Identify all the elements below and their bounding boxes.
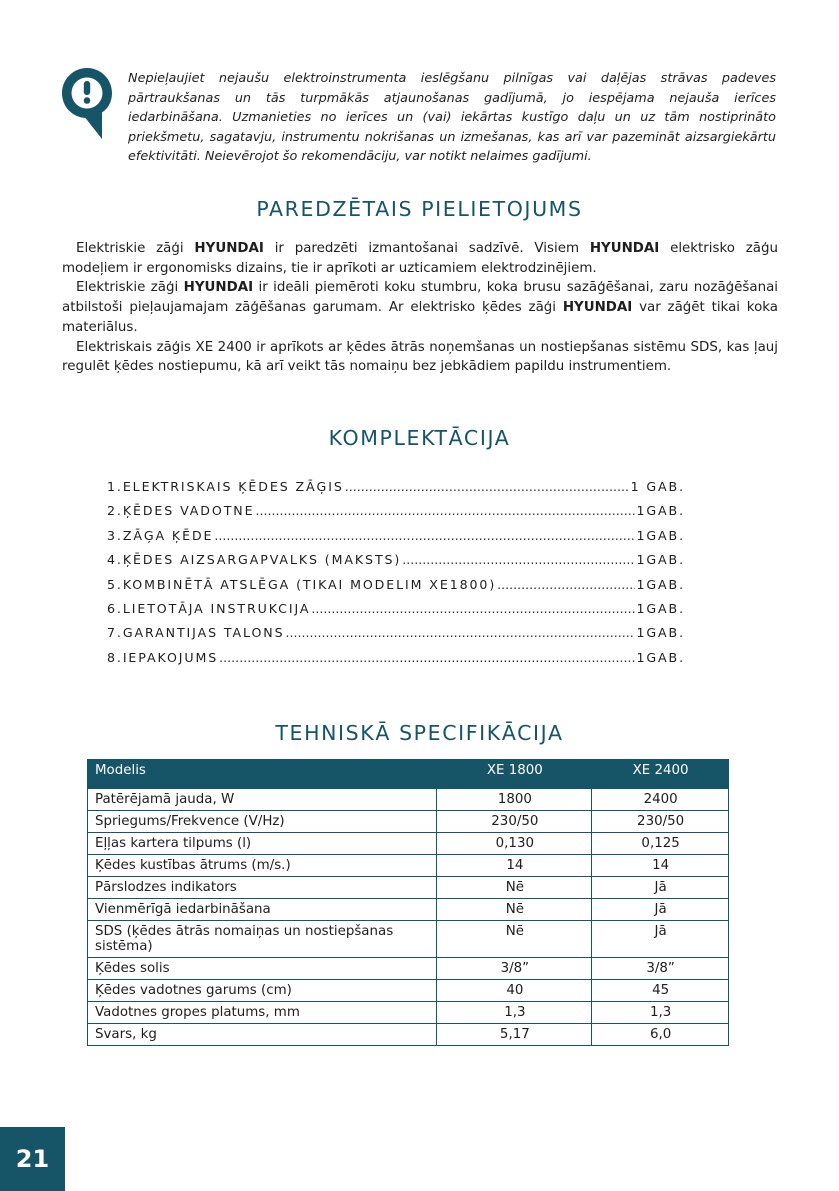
- spec-label: Spriegums/Frekvence (V/Hz): [88, 811, 437, 833]
- spec-label: Vadotnes gropes platums, mm: [88, 1002, 437, 1024]
- spec-label: Patērējamā jauda, W: [88, 789, 437, 811]
- spec-value: 14: [437, 855, 592, 877]
- spec-value: 1800: [437, 789, 592, 811]
- package-list: [107, 475, 685, 670]
- intended-use-title: PAREDZĒTAIS PIELIETOJUMS: [256, 197, 583, 221]
- table-row: [88, 1024, 729, 1046]
- spec-label: SDS (ķēdes ātrās nomaiņas un nostiepšanas sistēma): [88, 921, 437, 958]
- spec-value: Nē: [437, 921, 592, 958]
- spec-label: Svars, kg: [88, 1024, 437, 1046]
- spec-value: 3/8”: [592, 958, 729, 980]
- list-item: 2.ĶĒDES VADOTNE ..... 1GAB.: [107, 499, 685, 523]
- spec-label: Ķēdes vadotnes garums (cm): [88, 980, 437, 1002]
- table-row: [88, 811, 729, 833]
- list-item: 8.IEPAKOJUMS ..... 1GAB.: [107, 646, 685, 670]
- page-number: 21: [0, 1127, 65, 1191]
- table-row: [88, 877, 729, 899]
- specs-table: [87, 759, 729, 1046]
- spec-value: 1,3: [592, 1002, 729, 1024]
- spec-label: Pārslodzes indikators: [88, 877, 437, 899]
- spec-value: 45: [592, 980, 729, 1002]
- warning-icon: [62, 68, 112, 144]
- spec-value: 40: [437, 980, 592, 1002]
- spec-value: 1,3: [437, 1002, 592, 1024]
- column-header: XE 2400: [592, 760, 729, 789]
- intended-use-paragraph-1: Elektriskie zāģi HYUNDAI ir paredzēti izmantošanai sadzīvē. Visiem HYUNDAI elektrisko zāģu modeļiem ir ergonomisks dizains, tie ir aprīkoti ar uzticamiem elektrodzinējiem.: [62, 241, 778, 276]
- spec-label: Ķēdes solis: [88, 958, 437, 980]
- intended-use-paragraph-3: Elektriskais zāģis XE 2400 ir aprīkots ar ķēdes ātrās noņemšanas un nostiepšanas sistēmu SDS, kas ļauj regulēt ķēdes nostiepumu, kā arī veikt tās nomaiņu bez jebkādiem papildu instrumentiem.: [62, 339, 778, 375]
- spec-value: 5,17: [437, 1024, 592, 1046]
- table-row: [88, 1002, 729, 1024]
- spec-value: 14: [592, 855, 729, 877]
- spec-label: Ķēdes kustības ātrums (m/s.): [88, 855, 437, 877]
- spec-value: 230/50: [592, 811, 729, 833]
- table-row: [88, 855, 729, 877]
- spec-value: Jā: [592, 921, 729, 958]
- spec-value: 3/8”: [437, 958, 592, 980]
- table-row: [88, 958, 729, 980]
- spec-value: Nē: [437, 877, 592, 899]
- package-title: KOMPLEKTĀCIJA: [328, 426, 511, 450]
- specs-title: TEHNISKĀ SPECIFIKĀCIJA: [275, 721, 564, 745]
- spec-value: Jā: [592, 899, 729, 921]
- table-row: [88, 789, 729, 811]
- spec-value: 230/50: [437, 811, 592, 833]
- list-item: 7.GARANTIJAS TALONS ..... 1GAB.: [107, 621, 685, 645]
- spec-label: Eļļas kartera tilpums (l): [88, 833, 437, 855]
- spec-value: Jā: [592, 877, 729, 899]
- spec-value: 2400: [592, 789, 729, 811]
- table-header-row: [88, 760, 729, 789]
- intended-use-paragraph-2: Elektriskie zāģi HYUNDAI ir ideāli piemēroti koku stumbru, koka brusu sazāģēšanai, zaru nozāģēšanai atbilstoši pieļaujamajam zāģēšanas garumam. Ar elektrisko ķēdes zāģi HYUNDAI var zāģēt tikai koka materiālus.: [62, 280, 779, 335]
- intended-use-text: [62, 239, 778, 377]
- table-row: [88, 921, 729, 958]
- list-item: 6.LIETOTĀJA INSTRUKCIJA ..... 1GAB.: [107, 597, 685, 621]
- table-row: [88, 899, 729, 921]
- list-item: 4.ĶĒDES AIZSARGAPVALKS (MAKSTS) ..... 1GAB.: [107, 548, 685, 572]
- list-item: 5.KOMBINĒTĀ ATSLĒGA (TIKAI MODELIM XE1800) ..... 1GAB.: [107, 573, 685, 597]
- list-item: 3.ZĀĢA ĶĒDE ..... 1GAB.: [107, 524, 685, 548]
- spec-value: 0,125: [592, 833, 729, 855]
- table-row: [88, 833, 729, 855]
- column-header: XE 1800: [437, 760, 592, 789]
- spec-value: 0,130: [437, 833, 592, 855]
- table-row: [88, 980, 729, 1002]
- warning-text: Nepieļaujiet nejaušu elektroinstrumenta ieslēgšanu pilnīgas vai daļējas strāvas padeves pārtraukšanas un tās turpmākās atjaunošanas gadījumā, jo iespējama nejauša ierīces iedarbināšana. Uzmanieties no ierīces un (vai) iekārtas kustīgo daļu un uz tām nostiprināto priekšmetu, sagatavju, instrumentu nokrišanas un izmešanas, kas arī var pazemināt aizsargiekārtu efektivitāti. Neievērojot šo rekomendāciju, var notikt nelaimes gadījumi.: [128, 71, 776, 164]
- spec-label: Vienmērīgā iedarbināšana: [88, 899, 437, 921]
- spec-value: Nē: [437, 899, 592, 921]
- list-item: 1.ELEKTRISKAIS ĶĒDES ZĀĢIS ..... 1 GAB.: [107, 475, 685, 499]
- column-header: Modelis: [88, 760, 437, 789]
- spec-value: 6,0: [592, 1024, 729, 1046]
